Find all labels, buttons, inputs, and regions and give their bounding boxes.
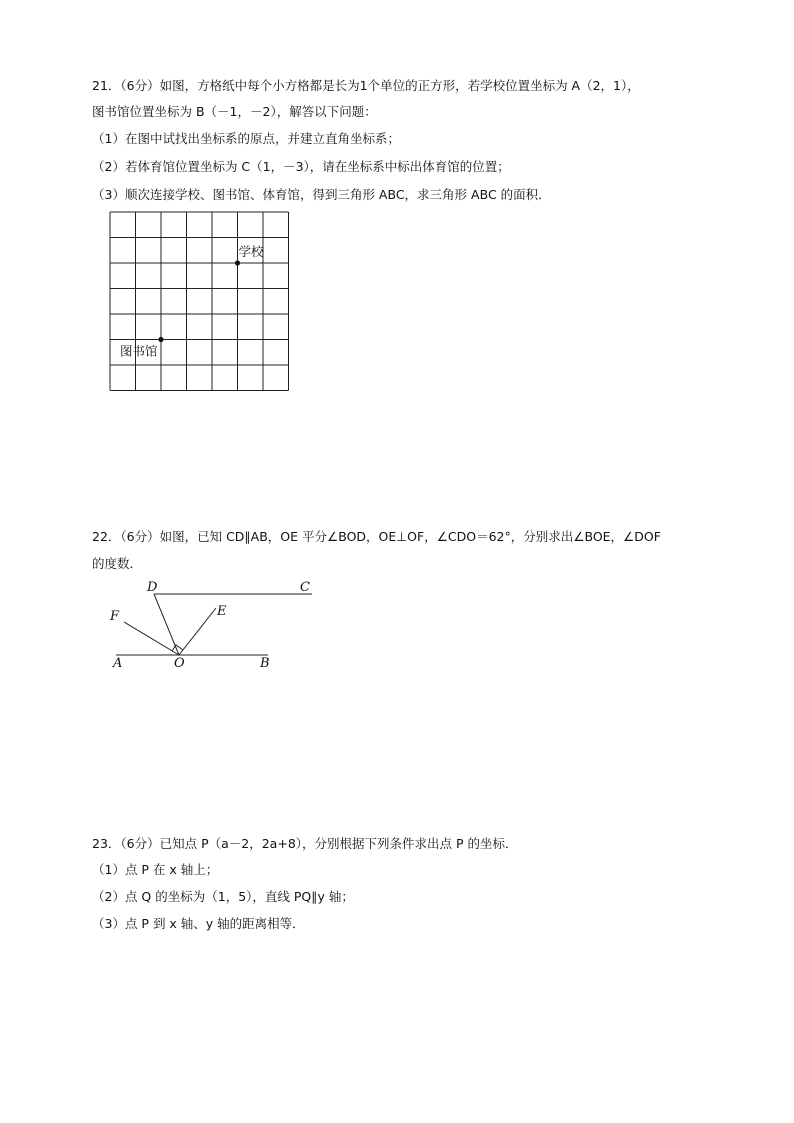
label-a: A xyxy=(113,656,123,671)
grid-figure xyxy=(100,205,300,400)
label-c: C xyxy=(300,580,310,595)
q21-line-2: 图书馆位置坐标为 B（－1，－2），解答以下问题： xyxy=(92,104,377,119)
q21-part-2: （2）若体育馆位置坐标为 C（1，－3），请在坐标系中标出体育馆的位置； xyxy=(92,159,510,174)
label-e: E xyxy=(217,604,227,619)
q23-part-1: （1）点 P 在 x 轴上； xyxy=(92,862,219,877)
ray-oe xyxy=(179,608,216,655)
label-o: O xyxy=(174,656,185,671)
q21-line-1: 21．（6分）如图，方格纸中每个小方格都是长为1个单位的正方形，若学校位置坐标为 A（2，1）， xyxy=(92,78,640,93)
library-label: 图书馆 xyxy=(120,343,158,359)
q23-line-1: 23．（6分）已知点 P（a－2，2a+8），分别根据下列条件求出点 P 的坐标． xyxy=(92,836,518,851)
q22-line-1: 22．（6分）如图，已知 CD∥AB，OE 平分∠BOD，OE⊥OF，∠CDO＝62°，分别求出∠BOE，∠DOF xyxy=(92,529,661,544)
school-point xyxy=(235,260,240,265)
q23-part-2: （2）点 Q 的坐标为（1，5），直线 PQ∥y 轴； xyxy=(92,889,354,904)
school-label: 学校 xyxy=(238,244,264,259)
grid-lines xyxy=(110,212,289,391)
ray-of xyxy=(124,622,179,655)
library-point xyxy=(158,337,163,342)
q22-line-2: 的度数． xyxy=(92,556,143,571)
q21-part-3: （3）顺次连接学校、图书馆、体育馆，得到三角形 ABC，求三角形 ABC 的面积． xyxy=(92,187,551,202)
q21-part-1: （1）在图中试找出坐标系的原点，并建立直角坐标系； xyxy=(92,131,400,146)
geometry-figure xyxy=(100,575,330,680)
q23-part-3: （3）点 P 到 x 轴、y 轴的距离相等． xyxy=(92,916,305,931)
label-d: D xyxy=(147,580,158,595)
label-f: F xyxy=(110,609,120,624)
label-b: B xyxy=(260,656,270,671)
